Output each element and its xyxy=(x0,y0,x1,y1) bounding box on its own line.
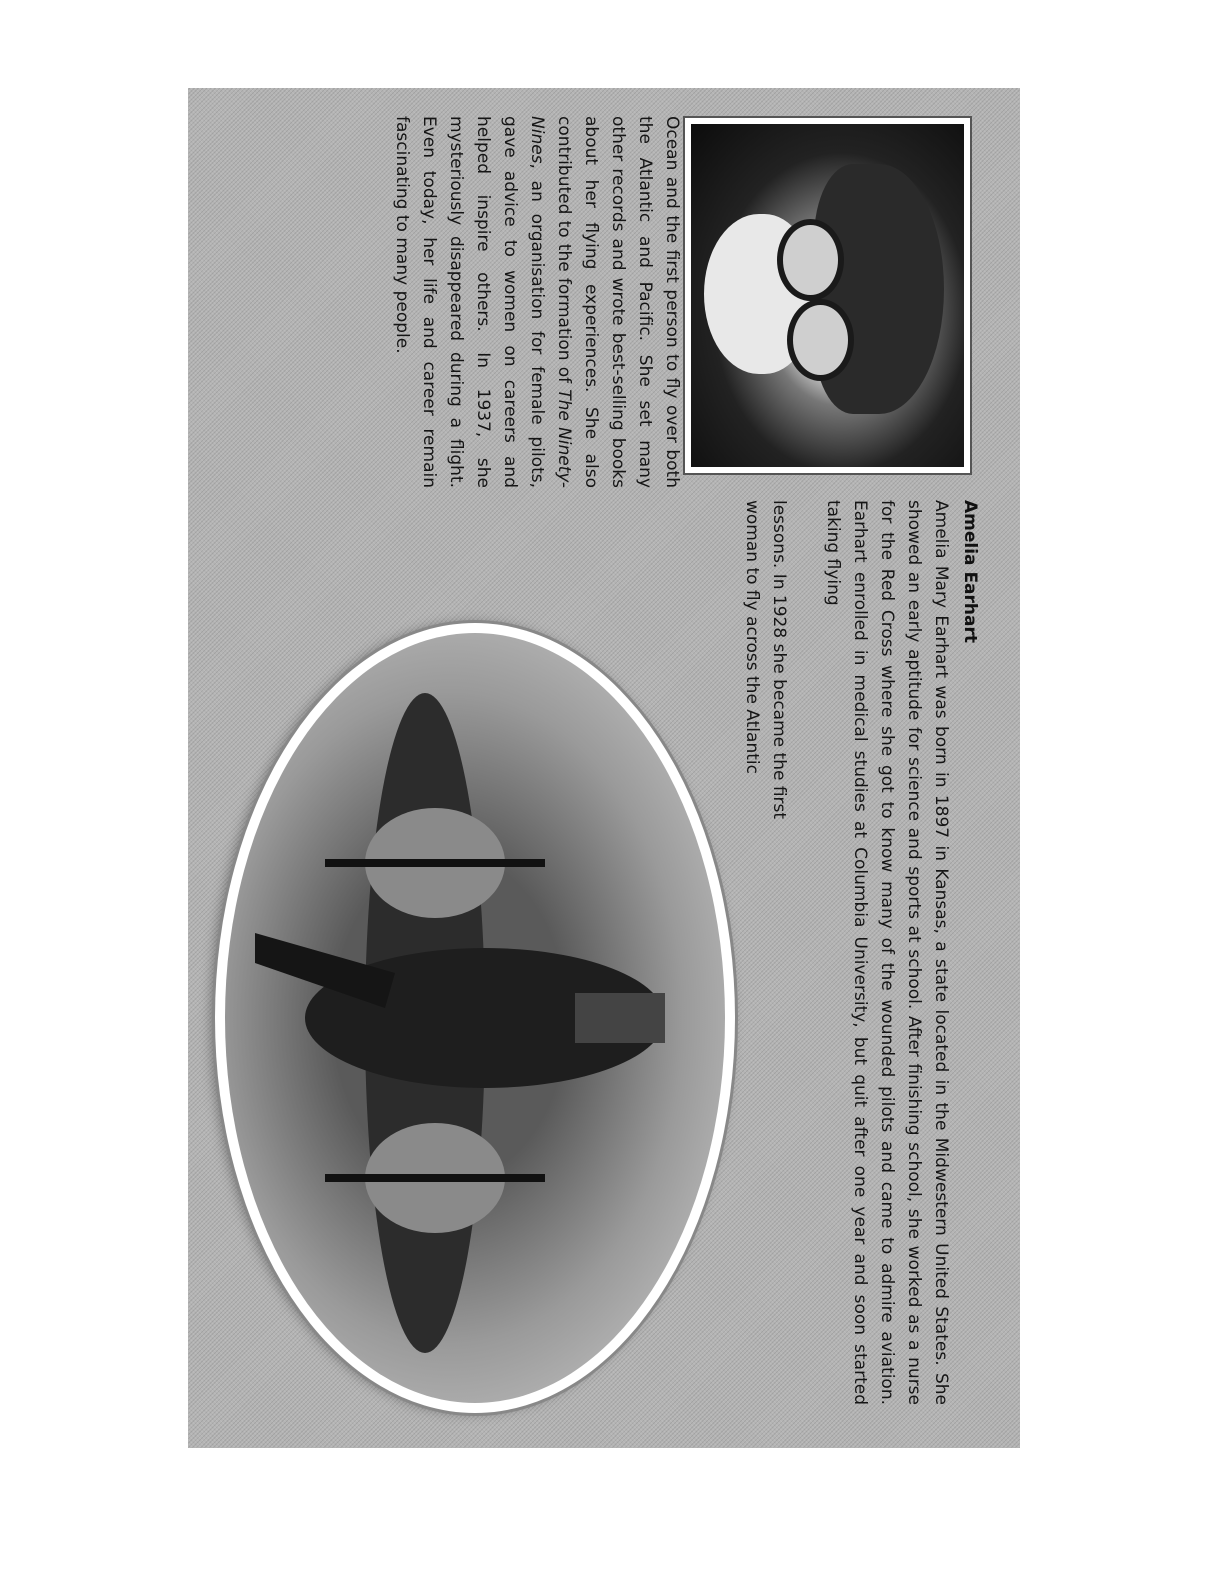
portrait-photo xyxy=(685,118,970,473)
goggle-right xyxy=(787,299,854,381)
organisation-name: The Ninety-Nines xyxy=(527,116,574,488)
body-text-start: Ocean and the first person to fly over both the Atlantic and Pacific. She set many other records and wrote best-selling books about her flying experiences. She also contributed to the formation of xyxy=(554,116,682,488)
body-text-end: , an organisation for female pilots, gave advice to women on careers and helped inspire others. In 1937, she mysteriously disappeared during a flight. Even today, her life and career remain fascinating to many people. xyxy=(392,116,547,488)
article-title: Amelia Earhart xyxy=(960,500,980,643)
airplane-image xyxy=(225,633,725,1403)
portrait-image xyxy=(691,124,964,467)
intro-paragraph: Amelia Mary Earhart was born in 1897 in Kansas, a state located in the Midwestern United States. She showed an early aptitude for science and sports at school. After finishing school, she worked as a nurse for the Red Cross where she got to know many of the wounded pilots and came to admire aviation. Earhart enrolled in medical studies at Columbia University, but quit after one year and soon started taking flying xyxy=(823,500,951,1405)
rotated-content-frame xyxy=(188,88,1020,1448)
article-card xyxy=(188,88,1020,1448)
airplane-illustration xyxy=(225,633,725,1403)
body-paragraph xyxy=(388,116,685,488)
airplane-photo xyxy=(215,623,735,1413)
intro-continuation: lessons. In 1928 she became the first woman to fly across the Atlantic xyxy=(742,500,789,820)
goggle-left xyxy=(777,219,844,301)
airplane-tail xyxy=(575,993,665,1043)
